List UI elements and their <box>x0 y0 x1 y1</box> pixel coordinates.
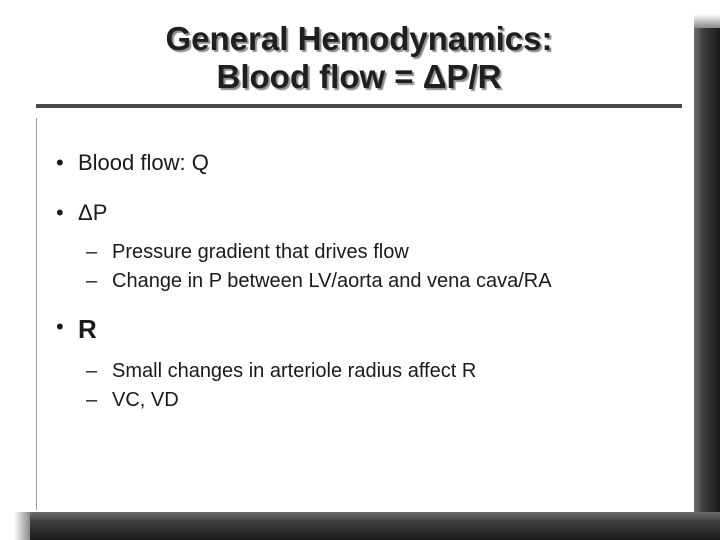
bullet-delta-p <box>52 200 682 226</box>
dash-marker: – <box>86 360 98 382</box>
title-line-1: General Hemodynamics: <box>165 20 553 57</box>
title-rule <box>36 104 682 108</box>
dash-marker: – <box>86 241 98 263</box>
sub-item <box>52 386 682 415</box>
bullet-marker: • <box>56 314 64 339</box>
bullet-marker: • <box>56 150 64 175</box>
sub-item <box>52 238 682 267</box>
sub-list-delta-p <box>52 238 682 296</box>
sub-item-text: Pressure gradient that drives flow <box>112 241 409 263</box>
bullet-resistance <box>52 314 682 345</box>
frame-bottom-edge <box>0 512 720 540</box>
dash-marker: – <box>86 389 98 411</box>
sub-item-text: Change in P between LV/aorta and vena cava/RA <box>112 270 552 292</box>
sub-item <box>52 267 682 296</box>
bullet-list <box>52 150 682 415</box>
sub-item-text: VC, VD <box>112 389 179 411</box>
frame-corner-left-shade <box>14 512 30 540</box>
sub-item-text: Small changes in arteriole radius affect R <box>112 360 477 382</box>
bullet-marker: • <box>56 200 64 225</box>
sub-list-wrapper <box>52 238 682 296</box>
dash-marker: – <box>86 270 98 292</box>
bullet-text: ΔP <box>78 200 108 225</box>
frame-corner-top-shade <box>694 14 720 28</box>
bullet-text: R <box>78 314 97 344</box>
sub-list-resistance <box>52 357 682 415</box>
sub-list-wrapper <box>52 357 682 415</box>
sub-item <box>52 357 682 386</box>
frame-right-edge <box>694 0 720 540</box>
title-line-2: Blood flow = ΔP/R <box>216 58 502 95</box>
left-rule <box>36 118 37 510</box>
slide-title <box>36 20 682 96</box>
bullet-blood-flow <box>52 150 682 176</box>
bullet-text: Blood flow: Q <box>78 150 209 175</box>
